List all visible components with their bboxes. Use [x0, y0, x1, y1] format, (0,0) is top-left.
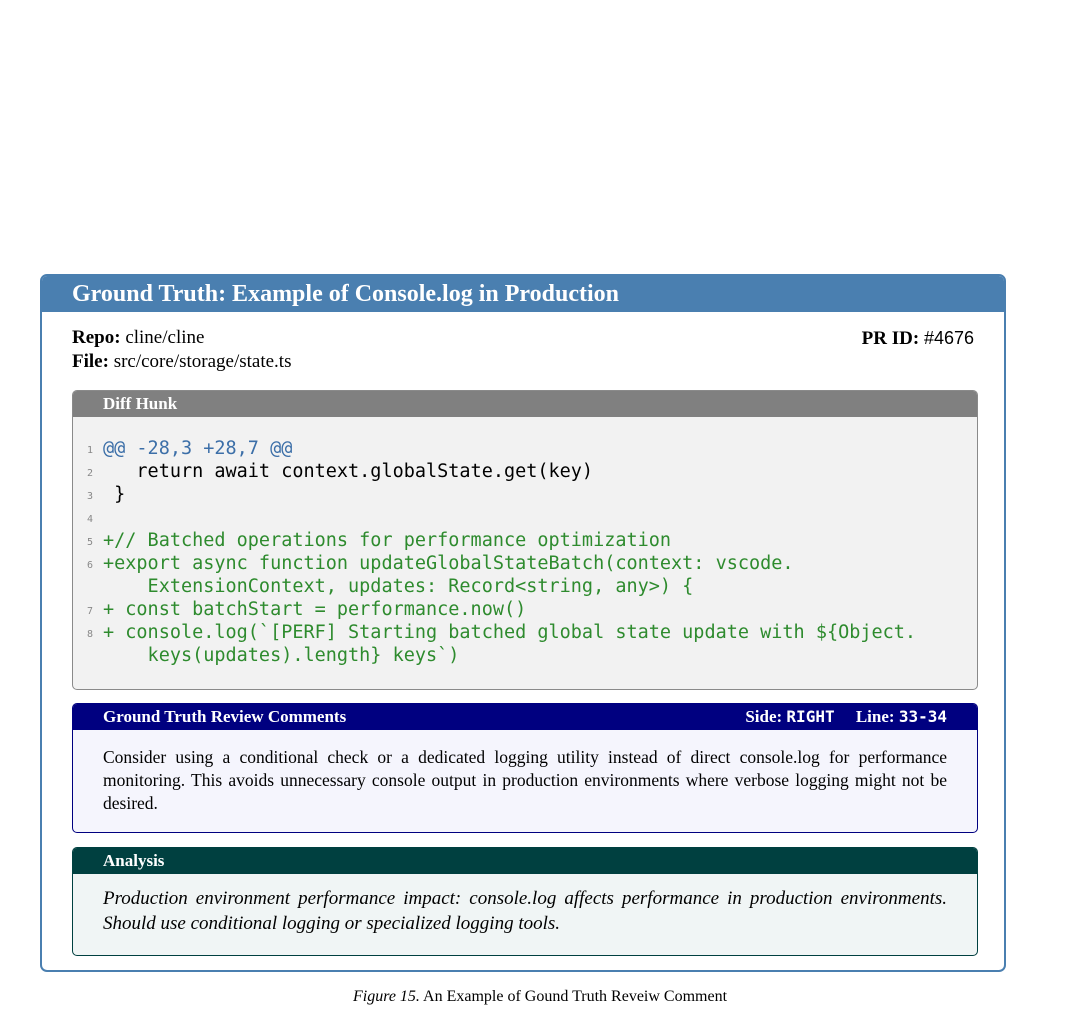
caption-text: An Example of Gound Truth Reveiw Comment	[423, 988, 728, 1005]
analysis-text: Production environment performance impact: console.log affects performance in production environments. Should use conditional logging or specialized logging tools.	[103, 888, 947, 934]
code-text: + const batchStart = performance.now()	[103, 599, 527, 620]
line-number: 7	[87, 606, 94, 617]
line-number: 4	[87, 514, 94, 525]
code-line	[73, 529, 977, 552]
line-label: Line:	[855, 707, 895, 726]
repo-label: Repo:	[72, 327, 121, 348]
review-comment-text: Consider using a conditional check or a dedicated logging utility instead of direct console.log for performance monitoring. This avoids unnecessary console output in production environments where verbose logging might not be desired.	[103, 747, 947, 813]
ground-truth-card	[40, 274, 1006, 972]
diff-hunk-box	[72, 390, 978, 690]
review-title: Ground Truth Review Comments	[103, 707, 347, 726]
line-value: 33-34	[898, 707, 947, 726]
repo-row	[72, 326, 974, 350]
file-value: src/core/storage/state.ts	[113, 351, 292, 372]
code-line	[73, 460, 977, 483]
line-number: 1	[87, 445, 94, 456]
figure-caption	[0, 988, 1080, 1006]
code-block	[73, 417, 977, 667]
line-number: 3	[87, 491, 94, 502]
caption-label: Figure 15.	[352, 988, 420, 1005]
review-header	[73, 704, 977, 730]
pr-label: PR ID:	[861, 328, 920, 349]
code-text: @@ -28,3 +28,7 @@	[103, 438, 293, 459]
line-number: 6	[87, 560, 94, 571]
pr-value: #4676	[923, 328, 974, 348]
code-text: return await context.globalState.get(key)	[103, 461, 594, 482]
line-number: 8	[87, 629, 94, 640]
analysis-title: Analysis	[73, 848, 977, 874]
diff-hunk-title: Diff Hunk	[73, 391, 977, 417]
code-text: +export async function updateGlobalStateBatch(context: vscode. ExtensionContext, updates: Record<string, any>) {	[103, 553, 794, 597]
code-line	[73, 621, 977, 667]
review-comments-box	[72, 703, 978, 833]
code-line	[73, 552, 977, 598]
file-row	[72, 350, 974, 374]
code-line	[73, 483, 977, 506]
code-line	[73, 437, 977, 460]
line-number: 2	[87, 468, 94, 479]
code-line	[73, 598, 977, 621]
code-line	[73, 506, 977, 529]
side-value: RIGHT	[786, 707, 835, 726]
repo-value: cline/cline	[125, 327, 205, 348]
pr-id	[862, 326, 974, 351]
file-label: File:	[72, 351, 109, 372]
line-number: 5	[87, 537, 94, 548]
code-text: + console.log(`[PERF] Starting batched global state update with ${Object. keys(updates).length} keys`)	[103, 622, 917, 666]
code-text: }	[103, 484, 126, 505]
side-label: Side:	[745, 707, 783, 726]
analysis-box	[72, 847, 978, 956]
card-title: Ground Truth: Example of Console.log in Production	[42, 276, 1004, 312]
side-line-info	[745, 704, 947, 730]
code-text: +// Batched operations for performance optimization	[103, 530, 672, 551]
meta-block	[72, 326, 974, 374]
